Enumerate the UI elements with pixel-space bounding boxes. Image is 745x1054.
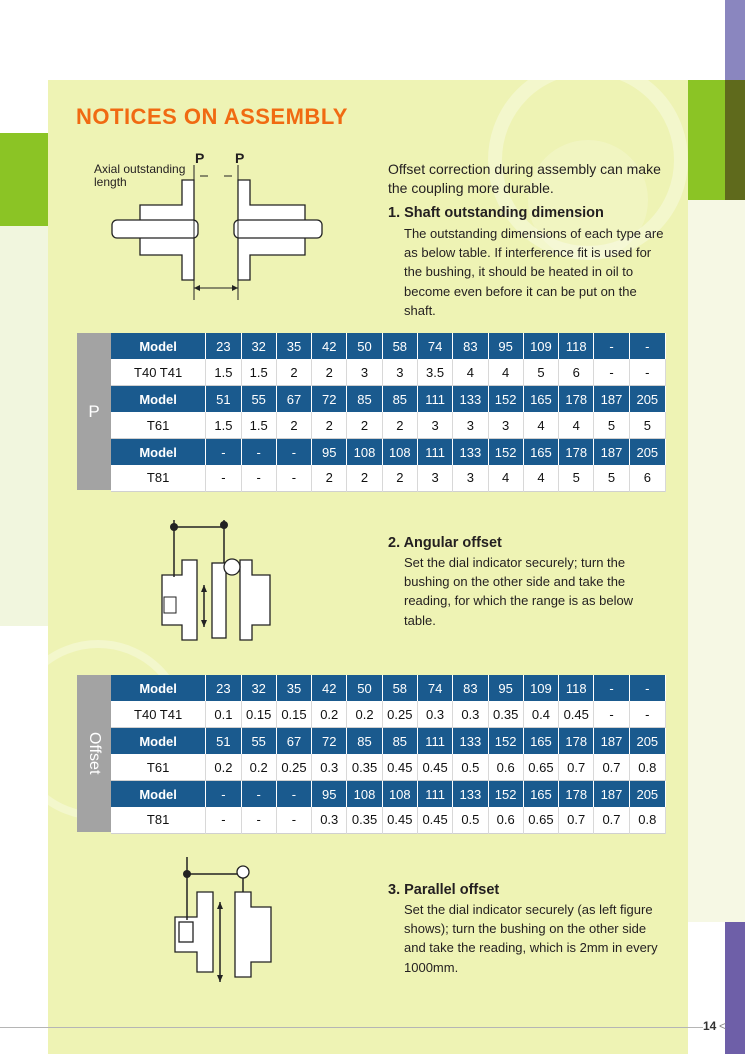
table-cell: - — [629, 675, 665, 701]
table-cell: 85 — [347, 728, 382, 754]
table-cell: 109 — [523, 675, 558, 701]
table-header-row — [111, 728, 666, 754]
table-cell: 187 — [594, 386, 629, 412]
table-cell: 0.5 — [453, 807, 488, 833]
table-cell: 32 — [241, 675, 276, 701]
table-cell: 0.25 — [382, 701, 417, 727]
table-cell: 0.45 — [417, 807, 452, 833]
right-purple-tab-top — [725, 0, 745, 80]
table-cell: 4 — [523, 465, 558, 491]
row-label-cell: Model — [111, 439, 206, 465]
section-body: The outstanding dimensions of each type are as below table. If interference fit is used for the bushing, it should be heated in oil to become even before it can be put on the shaft. — [404, 226, 664, 318]
table-header-row — [111, 439, 666, 465]
table-side-label: Offset — [77, 675, 111, 832]
table-row — [111, 701, 666, 727]
table-cell: 3 — [453, 412, 488, 438]
table-cell: 0.8 — [629, 807, 665, 833]
table-cell: 187 — [594, 439, 629, 465]
table-cell: - — [594, 675, 629, 701]
table-cell: 2 — [276, 359, 311, 385]
table-cell: 133 — [453, 728, 488, 754]
table-row — [111, 754, 666, 780]
section-body: Set the dial indicator securely; turn the bushing on the other side and take the reading, for which the range is as below table. — [404, 555, 634, 628]
table-cell: 187 — [594, 781, 629, 807]
section-body: Set the dial indicator securely (as left figure shows); turn the bushing on the other side and take the reading, which is 2mm in every 1000mm. — [404, 902, 658, 975]
table-cell: 1.5 — [206, 412, 241, 438]
page-number: 14 — [703, 1019, 717, 1033]
table-cell: 4 — [559, 412, 594, 438]
table-cell: 187 — [594, 728, 629, 754]
table-cell: - — [629, 359, 665, 385]
table-cell: 0.6 — [488, 807, 523, 833]
table-cell: 0.4 — [523, 701, 558, 727]
table-cell: 3 — [382, 359, 417, 385]
table-cell: 85 — [382, 386, 417, 412]
table-cell: 83 — [453, 675, 488, 701]
row-label-cell: Model — [111, 675, 206, 701]
intro-text: Offset correction during assembly can make the coupling more durable. — [388, 161, 661, 196]
table-cell: 0.3 — [417, 701, 452, 727]
table-side-label: P — [77, 333, 111, 490]
table-cell: 95 — [312, 781, 347, 807]
table-cell: 0.15 — [241, 701, 276, 727]
table-cell: 2 — [312, 465, 347, 491]
row-label-cell: Model — [111, 781, 206, 807]
right-pale-strip — [688, 200, 745, 922]
table-cell: 55 — [241, 728, 276, 754]
table-cell: 108 — [382, 439, 417, 465]
table-cell: 0.7 — [594, 807, 629, 833]
table-cell: 2 — [347, 465, 382, 491]
table-cell: 111 — [417, 781, 452, 807]
table-cell: 133 — [453, 781, 488, 807]
table-cell: 109 — [523, 333, 558, 359]
table-cell: 5 — [594, 465, 629, 491]
angular-offset-diagram — [152, 515, 292, 650]
table-cell: 0.45 — [382, 807, 417, 833]
table-cell: 5 — [523, 359, 558, 385]
table-cell: 0.35 — [347, 754, 382, 780]
table-cell: 67 — [276, 728, 311, 754]
table-cell: 72 — [312, 386, 347, 412]
right-green-tab — [688, 80, 725, 200]
table-row — [111, 359, 666, 385]
table-header-row — [111, 386, 666, 412]
table-cell: 23 — [206, 333, 241, 359]
table-cell: 0.45 — [559, 701, 594, 727]
table-cell: - — [594, 333, 629, 359]
table-cell: 0.65 — [523, 754, 558, 780]
table-cell: 0.6 — [488, 754, 523, 780]
table-cell: 108 — [347, 781, 382, 807]
table-cell: 108 — [347, 439, 382, 465]
table-cell: 6 — [559, 359, 594, 385]
section-heading: 1. Shaft outstanding dimension — [388, 205, 604, 221]
table-cell: 95 — [488, 675, 523, 701]
row-label-cell: T81 — [111, 807, 206, 833]
table-cell: 72 — [312, 728, 347, 754]
row-label-cell: Model — [111, 728, 206, 754]
table-cell: - — [241, 807, 276, 833]
table-cell: 42 — [312, 333, 347, 359]
table-cell: 0.2 — [206, 754, 241, 780]
table-cell: - — [629, 701, 665, 727]
table-cell: 74 — [417, 333, 452, 359]
table-cell: 58 — [382, 333, 417, 359]
table-cell: 152 — [488, 439, 523, 465]
table-cell: 55 — [241, 386, 276, 412]
table-cell: 6 — [629, 465, 665, 491]
table-cell: 23 — [206, 675, 241, 701]
table-cell: 205 — [629, 386, 665, 412]
table-cell: 178 — [559, 781, 594, 807]
table-cell: 178 — [559, 386, 594, 412]
table-cell: 118 — [559, 675, 594, 701]
table-cell: - — [241, 465, 276, 491]
table-cell: 5 — [629, 412, 665, 438]
row-label-cell: T40 T41 — [111, 359, 206, 385]
table-cell: 4 — [488, 465, 523, 491]
table-cell: 0.2 — [312, 701, 347, 727]
table-cell: 35 — [276, 333, 311, 359]
left-pale-band — [0, 226, 48, 626]
row-label-cell: T40 T41 — [111, 701, 206, 727]
coupling-axial-diagram — [110, 160, 335, 300]
table-cell: - — [241, 439, 276, 465]
row-label-cell: T81 — [111, 465, 206, 491]
table-cell: 32 — [241, 333, 276, 359]
table-cell: 0.7 — [559, 754, 594, 780]
table-cell: 4 — [453, 359, 488, 385]
table-cell: 1.5 — [241, 359, 276, 385]
table-cell: 205 — [629, 781, 665, 807]
table-cell: 1.5 — [206, 359, 241, 385]
table-cell: 4 — [488, 359, 523, 385]
table-cell: 111 — [417, 386, 452, 412]
table-cell: 0.7 — [559, 807, 594, 833]
table-cell: 205 — [629, 728, 665, 754]
table-cell: 0.35 — [347, 807, 382, 833]
table-cell: 2 — [312, 412, 347, 438]
table-cell: 0.2 — [347, 701, 382, 727]
table-cell: 3 — [417, 465, 452, 491]
table-cell: 3.5 — [417, 359, 452, 385]
row-label-cell: Model — [111, 333, 206, 359]
table-cell: 58 — [382, 675, 417, 701]
table-cell: 111 — [417, 439, 452, 465]
table-cell: 165 — [523, 439, 558, 465]
table-cell: 2 — [276, 412, 311, 438]
table-row — [111, 465, 666, 491]
table-cell: 95 — [312, 439, 347, 465]
table-cell: - — [594, 359, 629, 385]
footer-rule — [0, 1027, 703, 1028]
table-cell: 51 — [206, 386, 241, 412]
table-cell: 111 — [417, 728, 452, 754]
table-cell: 3 — [347, 359, 382, 385]
table-cell: - — [206, 807, 241, 833]
table-cell: - — [276, 781, 311, 807]
table-cell: 74 — [417, 675, 452, 701]
table-cell: 0.2 — [241, 754, 276, 780]
table-cell: 133 — [453, 386, 488, 412]
axial-length-label: Axial outstanding length — [94, 162, 186, 189]
table-cell: 165 — [523, 781, 558, 807]
table-cell: - — [206, 465, 241, 491]
table-cell: 165 — [523, 728, 558, 754]
row-label-cell: T61 — [111, 412, 206, 438]
table-cell: 0.65 — [523, 807, 558, 833]
right-purple-tab-bottom — [725, 922, 745, 1054]
table-cell: 1.5 — [241, 412, 276, 438]
table-cell: 178 — [559, 439, 594, 465]
table-cell: 83 — [453, 333, 488, 359]
table-row — [111, 412, 666, 438]
table-cell: 2 — [347, 412, 382, 438]
table-cell: - — [276, 465, 311, 491]
right-dark-tab — [725, 80, 745, 200]
table-cell: 152 — [488, 728, 523, 754]
p-label-left: P — [195, 150, 205, 166]
table-cell: - — [276, 807, 311, 833]
section-heading: 2. Angular offset — [388, 535, 502, 551]
table-header-row — [111, 675, 666, 701]
table-cell: 0.7 — [594, 754, 629, 780]
table-cell: 42 — [312, 675, 347, 701]
table-cell: 165 — [523, 386, 558, 412]
table-cell: 0.45 — [417, 754, 452, 780]
table-cell: - — [629, 333, 665, 359]
table-cell: 118 — [559, 333, 594, 359]
table-cell: 0.35 — [488, 701, 523, 727]
table-cell: - — [241, 781, 276, 807]
table-cell: 2 — [382, 465, 417, 491]
section-heading: 3. Parallel offset — [388, 882, 500, 898]
table-cell: 0.3 — [312, 807, 347, 833]
table-cell: 0.8 — [629, 754, 665, 780]
table-cell: 0.1 — [206, 701, 241, 727]
table-cell: - — [594, 701, 629, 727]
table-cell: 95 — [488, 333, 523, 359]
table-row — [111, 807, 666, 833]
table-cell: 152 — [488, 386, 523, 412]
table-cell: 0.3 — [453, 701, 488, 727]
table-cell: - — [206, 439, 241, 465]
table-cell: 51 — [206, 728, 241, 754]
page-prev-arrow-icon[interactable]: < — [719, 1019, 727, 1033]
table-cell: 0.45 — [382, 754, 417, 780]
table-cell: 67 — [276, 386, 311, 412]
table-cell: 108 — [382, 781, 417, 807]
table-cell: 5 — [559, 465, 594, 491]
table-cell: 0.15 — [276, 701, 311, 727]
table-cell: 5 — [594, 412, 629, 438]
table-cell: 4 — [523, 412, 558, 438]
parallel-offset-diagram — [165, 852, 295, 992]
table-cell: 2 — [312, 359, 347, 385]
table-cell: 2 — [382, 412, 417, 438]
row-label-cell: T61 — [111, 754, 206, 780]
table-cell: 3 — [453, 465, 488, 491]
table-cell: 3 — [417, 412, 452, 438]
table-cell: 35 — [276, 675, 311, 701]
table-cell: 85 — [347, 386, 382, 412]
table-header-row — [111, 333, 666, 359]
shaft-outstanding-table — [111, 333, 666, 492]
table-cell: 85 — [382, 728, 417, 754]
left-green-band — [0, 133, 48, 226]
p-label-right: P — [235, 150, 245, 166]
table-cell: 0.25 — [276, 754, 311, 780]
table-cell: 205 — [629, 439, 665, 465]
table-cell: 133 — [453, 439, 488, 465]
table-cell: 152 — [488, 781, 523, 807]
table-cell: - — [206, 781, 241, 807]
table-cell: 178 — [559, 728, 594, 754]
table-cell: 50 — [347, 675, 382, 701]
table-header-row — [111, 781, 666, 807]
table-cell: 50 — [347, 333, 382, 359]
row-label-cell: Model — [111, 386, 206, 412]
table-cell: 3 — [488, 412, 523, 438]
table-cell: - — [276, 439, 311, 465]
offset-table — [111, 675, 666, 834]
table-cell: 0.3 — [312, 754, 347, 780]
page-title: NOTICES ON ASSEMBLY — [76, 104, 348, 129]
table-cell: 0.5 — [453, 754, 488, 780]
